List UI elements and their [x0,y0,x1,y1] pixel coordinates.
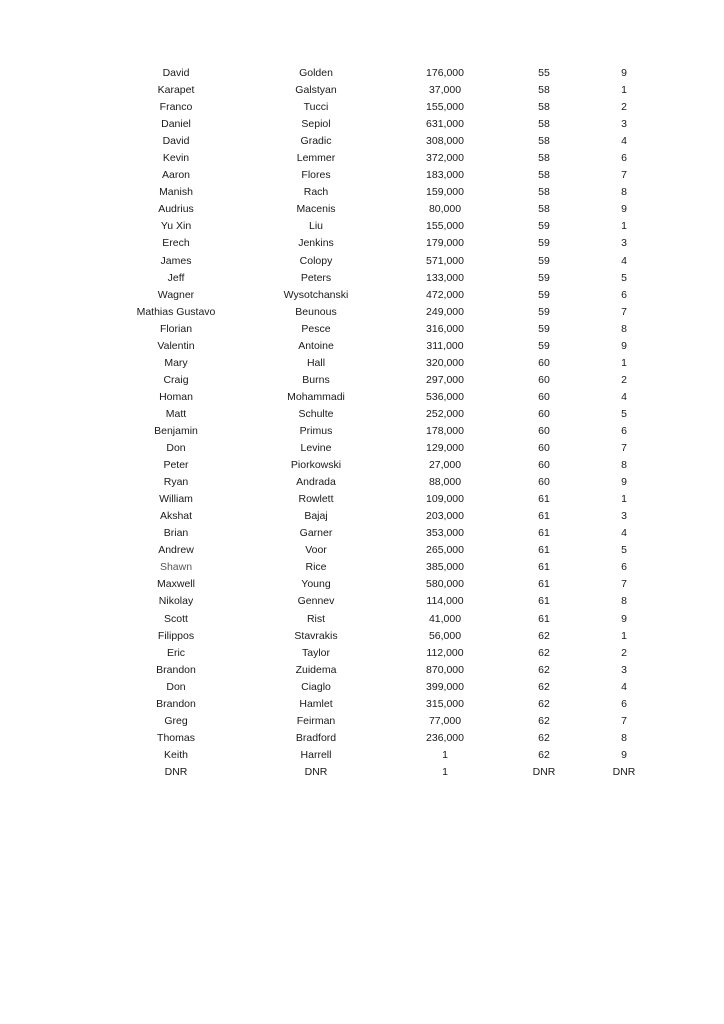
number-cell: 59 [538,288,550,301]
position-cell: 6 [621,152,627,165]
last-name-cell: Rowlett [298,493,334,506]
last-name-cell: Hall [306,356,326,369]
last-name-cell: Jenkins [298,237,334,250]
number-cell: 61 [538,595,550,608]
first-name-cell: Mathias Gustavo [136,305,216,318]
number-cell: 61 [538,527,550,540]
last-name-cell: Flores [301,169,331,182]
number-cell: 58 [538,135,550,148]
position-cell: 4 [621,390,627,403]
amount-cell: 311,000 [426,339,464,352]
first-name-cell: Greg [164,714,188,727]
number-cell: 60 [538,459,550,472]
position-cell: 1 [621,493,627,506]
number-cell: 61 [538,510,550,523]
number-cell: 55 [538,67,550,79]
last-name-cell: Antoine [298,339,334,352]
amount-cell: 320,000 [426,356,464,369]
table-row [0,508,724,525]
amount-cell: 252,000 [426,407,464,420]
number-cell: 61 [538,561,550,574]
position-cell: 1 [621,356,627,369]
last-name-cell: Rach [303,186,329,199]
amount-cell: 571,000 [426,254,464,267]
last-name-cell: Taylor [301,646,330,659]
last-name-cell: Schulte [298,407,334,420]
amount-cell: 249,000 [426,305,464,318]
amount-cell: 178,000 [426,424,464,437]
position-cell: 4 [621,135,627,148]
first-name-cell: Peter [163,459,189,472]
last-name-cell: Mohammadi [287,390,345,403]
amount-cell: 179,000 [426,237,464,250]
position-cell: 3 [621,510,627,523]
table-row [0,611,724,628]
number-cell: 61 [538,612,550,625]
table-row [0,457,724,474]
position-cell: 7 [621,305,627,318]
last-name-cell: Galstyan [295,84,337,97]
position-cell: 8 [621,731,627,744]
number-cell: 62 [538,663,550,676]
number-cell: DNR [532,765,556,778]
position-cell: 9 [621,339,627,352]
position-cell: 3 [621,237,627,250]
table-row [0,287,724,304]
table-row [0,764,724,781]
position-cell: 6 [621,288,627,301]
first-name-cell: Thomas [157,731,195,744]
table-row [0,150,724,167]
last-name-cell: Sepiol [301,118,331,131]
amount-cell: 176,000 [426,67,464,79]
position-cell: 7 [621,442,627,455]
table-row [0,167,724,184]
amount-cell: 353,000 [426,527,464,540]
position-cell: 8 [621,186,627,199]
amount-cell: 183,000 [426,169,464,182]
table-row [0,218,724,235]
position-cell: 2 [621,101,627,114]
position-cell: 1 [621,629,627,642]
first-name-cell: Craig [163,373,189,386]
number-cell: 61 [538,544,550,557]
first-name-cell: Mary [164,356,188,369]
amount-cell: 129,000 [426,442,464,455]
last-name-cell: Andrada [296,476,336,489]
last-name-cell: Gradic [300,135,332,148]
first-name-cell: Andrew [158,544,194,557]
table-row [0,304,724,321]
table-row [0,321,724,338]
first-name-cell: Karapet [157,84,195,97]
first-name-cell: William [159,493,193,506]
position-cell: 4 [621,527,627,540]
amount-cell: 56,000 [428,629,462,642]
last-name-cell: Young [301,578,331,591]
last-name-cell: Colopy [299,254,333,267]
position-cell: 9 [621,67,627,79]
first-name-cell: David [162,135,190,148]
amount-cell: 316,000 [426,322,464,335]
table-row [0,645,724,662]
last-name-cell: Lemmer [296,152,336,165]
amount-cell: 203,000 [426,510,464,523]
table-row [0,559,724,576]
position-cell: 7 [621,169,627,182]
position-cell: 6 [621,697,627,710]
number-cell: 60 [538,356,550,369]
position-cell: DNR [612,765,636,778]
table-row [0,338,724,355]
last-name-cell: Tucci [303,101,329,114]
amount-cell: 265,000 [426,544,464,557]
results-table [0,65,724,781]
first-name-cell: Florian [159,322,193,335]
number-cell: 58 [538,101,550,114]
amount-cell: 109,000 [426,493,464,506]
amount-cell: 1 [442,765,448,778]
amount-cell: 399,000 [426,680,464,693]
first-name-cell: Brian [163,527,189,540]
position-cell: 9 [621,748,627,761]
amount-cell: 155,000 [426,101,464,114]
number-cell: 59 [538,271,550,284]
amount-cell: 870,000 [426,663,464,676]
position-cell: 8 [621,595,627,608]
amount-cell: 133,000 [426,271,464,284]
last-name-cell: Pesce [301,322,331,335]
amount-cell: 80,000 [428,203,462,216]
table-row [0,474,724,491]
position-cell: 9 [621,476,627,489]
position-cell: 3 [621,118,627,131]
table-row [0,65,724,82]
number-cell: 61 [538,493,550,506]
last-name-cell: Harrell [300,748,332,761]
first-name-cell: Audrius [158,203,194,216]
amount-cell: 41,000 [428,612,462,625]
table-row [0,491,724,508]
number-cell: 60 [538,424,550,437]
amount-cell: 27,000 [428,459,462,472]
amount-cell: 472,000 [426,288,464,301]
table-row [0,99,724,116]
first-name-cell: James [160,254,192,267]
position-cell: 9 [621,612,627,625]
last-name-cell: Beunous [295,305,337,318]
amount-cell: 159,000 [426,186,464,199]
position-cell: 6 [621,424,627,437]
table-row [0,747,724,764]
number-cell: 60 [538,407,550,420]
number-cell: 62 [538,697,550,710]
table-row [0,116,724,133]
amount-cell: 88,000 [428,476,462,489]
first-name-cell: David [162,67,190,79]
table-row [0,662,724,679]
last-name-cell: Bajaj [304,510,328,523]
first-name-cell: DNR [164,765,188,778]
first-name-cell: Akshat [159,510,193,523]
position-cell: 8 [621,322,627,335]
table-row [0,713,724,730]
number-cell: 59 [538,237,550,250]
number-cell: 59 [538,254,550,267]
number-cell: 62 [538,680,550,693]
table-row [0,82,724,99]
last-name-cell: Gennev [297,595,335,608]
last-name-cell: Zuidema [295,663,337,676]
number-cell: 60 [538,442,550,455]
number-cell: 58 [538,152,550,165]
first-name-cell: Manish [159,186,193,199]
amount-cell: 308,000 [426,135,464,148]
table-row [0,576,724,593]
amount-cell: 297,000 [426,373,464,386]
first-name-cell: Eric [166,646,186,659]
first-name-cell: Keith [164,748,188,761]
number-cell: 58 [538,203,550,216]
last-name-cell: Wysotchanski [283,288,349,301]
last-name-cell: Piorkowski [290,459,342,472]
position-cell: 3 [621,663,627,676]
table-row [0,372,724,389]
amount-cell: 37,000 [428,84,462,97]
number-cell: 60 [538,390,550,403]
table-row [0,355,724,372]
last-name-cell: Levine [300,442,332,455]
amount-cell: 77,000 [428,714,462,727]
first-name-cell: Brandon [156,697,196,710]
table-row [0,389,724,406]
table-row [0,696,724,713]
last-name-cell: Rice [305,561,327,574]
number-cell: 58 [538,186,550,199]
table-row [0,679,724,696]
first-name-cell: Brandon [156,663,196,676]
amount-cell: 1 [442,748,448,761]
amount-cell: 385,000 [426,561,464,574]
last-name-cell: Liu [308,220,323,233]
amount-cell: 315,000 [426,697,464,710]
last-name-cell: Stavrakis [294,629,338,642]
first-name-cell: Filippos [157,629,195,642]
number-cell: 59 [538,322,550,335]
last-name-cell: Ciaglo [301,680,331,693]
first-name-cell: Shawn [159,561,193,574]
position-cell: 7 [621,578,627,591]
last-name-cell: Bradford [295,731,337,744]
amount-cell: 536,000 [426,390,464,403]
first-name-cell: Scott [164,612,188,625]
position-cell: 8 [621,459,627,472]
position-cell: 5 [621,271,627,284]
last-name-cell: Voor [305,544,327,557]
last-name-cell: Burns [302,373,330,386]
table-row [0,133,724,150]
first-name-cell: Franco [159,101,193,114]
last-name-cell: Macenis [296,203,336,216]
table-row [0,423,724,440]
last-name-cell: Primus [299,424,333,437]
first-name-cell: Kevin [162,152,190,165]
number-cell: 62 [538,629,550,642]
number-cell: 59 [538,339,550,352]
amount-cell: 372,000 [426,152,464,165]
number-cell: 60 [538,476,550,489]
number-cell: 59 [538,305,550,318]
first-name-cell: Maxwell [157,578,195,591]
table-row [0,253,724,270]
last-name-cell: Feirman [296,714,336,727]
amount-cell: 236,000 [426,731,464,744]
last-name-cell: Peters [300,271,332,284]
position-cell: 4 [621,254,627,267]
position-cell: 6 [621,561,627,574]
first-name-cell: Erech [162,237,190,250]
table-row [0,406,724,423]
position-cell: 1 [621,84,627,97]
last-name-cell: Garner [299,527,333,540]
table-row [0,440,724,457]
first-name-cell: Yu Xin [160,220,192,233]
last-name-cell: Rist [306,612,326,625]
amount-cell: 114,000 [426,595,464,608]
number-cell: 60 [538,373,550,386]
last-name-cell: DNR [304,765,328,778]
first-name-cell: Nikolay [158,595,194,608]
first-name-cell: Don [166,442,186,455]
first-name-cell: Matt [165,407,187,420]
position-cell: 2 [621,373,627,386]
position-cell: 1 [621,220,627,233]
table-row [0,628,724,645]
first-name-cell: Ryan [163,476,189,489]
table-row [0,270,724,287]
first-name-cell: Aaron [161,169,191,182]
position-cell: 5 [621,544,627,557]
table-row [0,235,724,252]
table-row [0,184,724,201]
amount-cell: 631,000 [426,118,464,131]
number-cell: 58 [538,84,550,97]
number-cell: 61 [538,578,550,591]
position-cell: 7 [621,714,627,727]
number-cell: 62 [538,748,550,761]
number-cell: 58 [538,118,550,131]
amount-cell: 112,000 [426,646,464,659]
position-cell: 4 [621,680,627,693]
first-name-cell: Jeff [167,271,185,284]
table-row [0,593,724,610]
table-row [0,730,724,747]
first-name-cell: Wagner [157,288,195,301]
first-name-cell: Valentin [157,339,195,352]
amount-cell: 155,000 [426,220,464,233]
position-cell: 5 [621,407,627,420]
first-name-cell: Don [166,680,186,693]
amount-cell: 580,000 [426,578,464,591]
table-row [0,201,724,218]
number-cell: 58 [538,169,550,182]
first-name-cell: Homan [159,390,193,403]
number-cell: 62 [538,714,550,727]
number-cell: 62 [538,731,550,744]
number-cell: 62 [538,646,550,659]
first-name-cell: Benjamin [154,424,198,437]
position-cell: 9 [621,203,627,216]
first-name-cell: Daniel [161,118,191,131]
table-row [0,542,724,559]
last-name-cell: Golden [299,67,333,79]
number-cell: 59 [538,220,550,233]
last-name-cell: Hamlet [299,697,333,710]
table-row [0,525,724,542]
position-cell: 2 [621,646,627,659]
